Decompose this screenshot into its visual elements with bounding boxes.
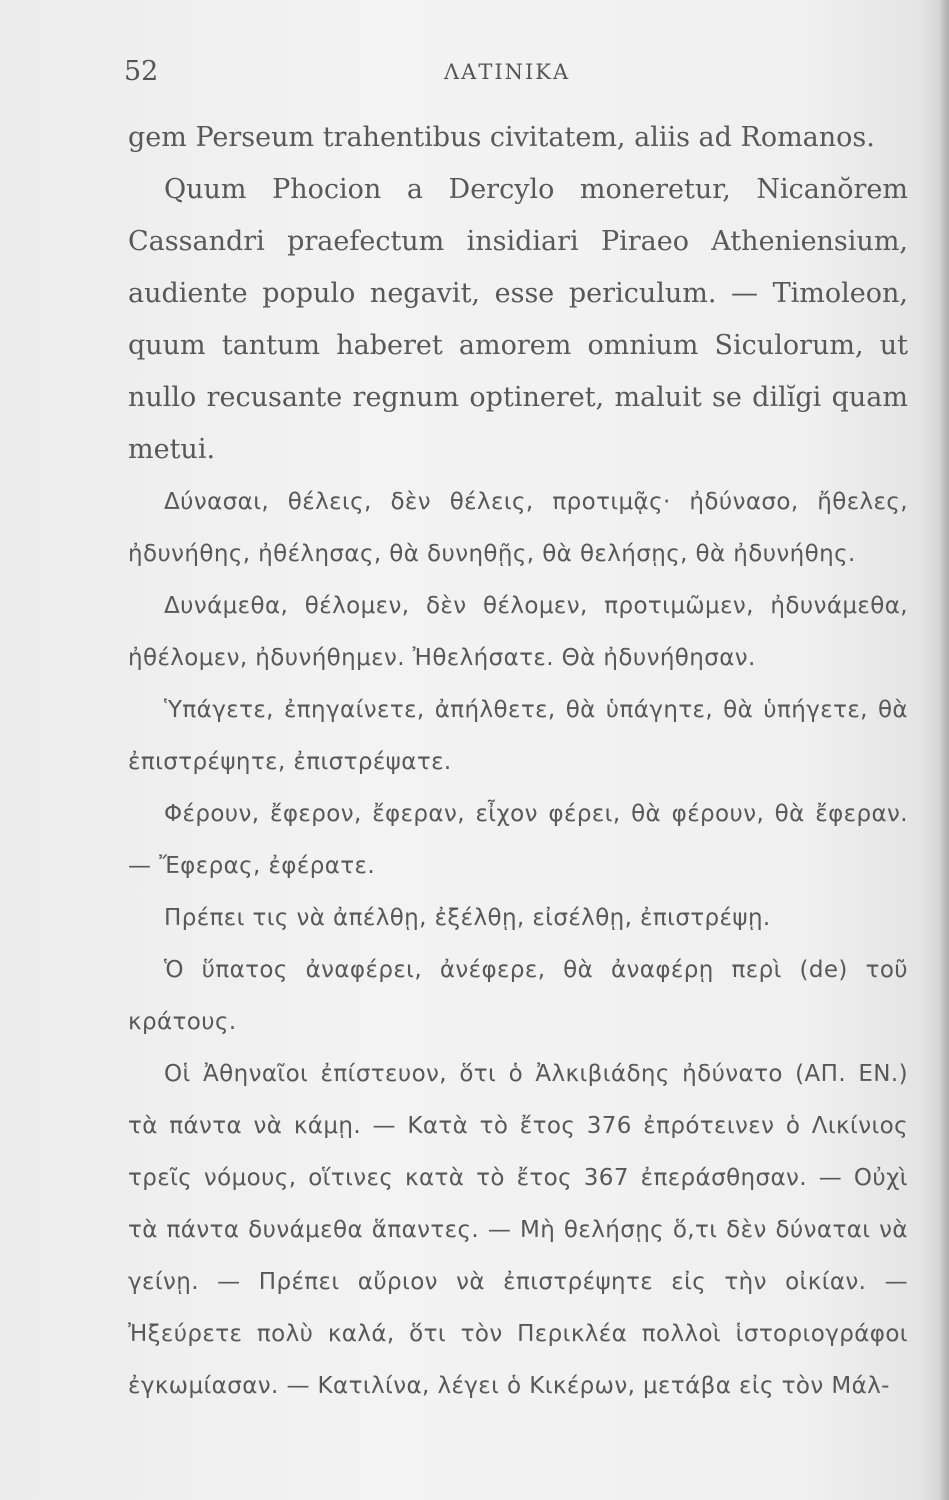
page-header [124, 56, 914, 96]
paragraph-greek-1: Δύνασαι, θέλεις, δὲν θέλεις, προτιμᾷς· ἠδύνασο, ἤθελες, ἠδυνήθης, ἠθέλησας, θὰ δυνηθῇς, θὰ θελήσῃς, θὰ ἠδυνήθης. [128, 489, 908, 567]
paragraph-greek-6: Ὁ ὕπατος ἀναφέρει, ἀνέφερε, θὰ ἀναφέρῃ περὶ (de) τοῦ κράτους. [128, 957, 908, 1035]
page-edge-shadow [939, 0, 949, 1500]
paragraph-greek-5: Πρέπει τις νὰ ἀπέλθῃ, ἐξέλθῃ, εἰσέλθῃ, ἐπιστρέψῃ. [164, 905, 771, 931]
paragraph-greek-2: Δυνάμεθα, θέλομεν, δὲν θέλομεν, προτιμῶμεν, ἠδυνάμεθα, ἠθέλομεν, ἠδυνήθημεν. Ἠθελήσατε. Θὰ ἠδυνήθησαν. [128, 593, 908, 671]
page-number: 52 [124, 56, 159, 87]
paragraph-latin: Quum Phocion a Dercylo moneretur, Nicanŏrem Cassandri praefectum insidiari Piraeo Atheniensium, audiente populo negavit, esse periculum. — Timoleon, quum tantum haberet amorem omnium Siculorum, ut nullo recusante regnum optineret, maluit se dilĭgi quam metui. [128, 174, 908, 465]
body-text [128, 112, 908, 1412]
paragraph-greek-3: Ὑπάγετε, ἐπηγαίνετε, ἀπήλθετε, θὰ ὑπάγητε, θὰ ὑπήγετε, θὰ ἐπιστρέψητε, ἐπιστρέψατε. [128, 697, 908, 775]
paragraph-greek-4: Φέρουν, ἔφερον, ἔφεραν, εἶχον φέρει, θὰ φέρουν, θὰ ἔφεραν. — Ἔφερας, ἐφέρατε. [128, 801, 908, 879]
running-title: ΛΑΤΙΝΙΚΑ [444, 60, 571, 84]
paragraph-continuation: gem Perseum trahentibus civitatem, aliis ad Romanos. [128, 122, 875, 153]
paragraph-greek-7: Οἱ Ἀθηναῖοι ἐπίστευον, ὅτι ὁ Ἀλκιβιάδης ἠδύνατο (ΑΠ. ΕΝ.) τὰ πάντα νὰ κάμῃ. — Κατὰ τὸ ἔτος 376 ἐπρότεινεν ὁ Λικίνιος τρεῖς νόμους, οἵτινες κατὰ τὸ ἔτος 367 ἐπεράσθησαν. — Οὐχὶ τὰ πάντα δυνάμεθα ἅπαντες. — Μὴ θελήσῃς ὅ,τι δὲν δύναται νὰ γείνῃ. — Πρέπει αὔριον νὰ ἐπιστρέψητε εἰς τὴν οἰκίαν. — Ἠξεύρετε πολὺ καλά, ὅτι τὸν Περικλέα πολλοὶ ἱστοριογράφοι ἐγκωμίασαν. — Κατιλίνα, λέγει ὁ Κικέρων, μετάβα εἰς τὸν Μάλ- [128, 1061, 908, 1399]
